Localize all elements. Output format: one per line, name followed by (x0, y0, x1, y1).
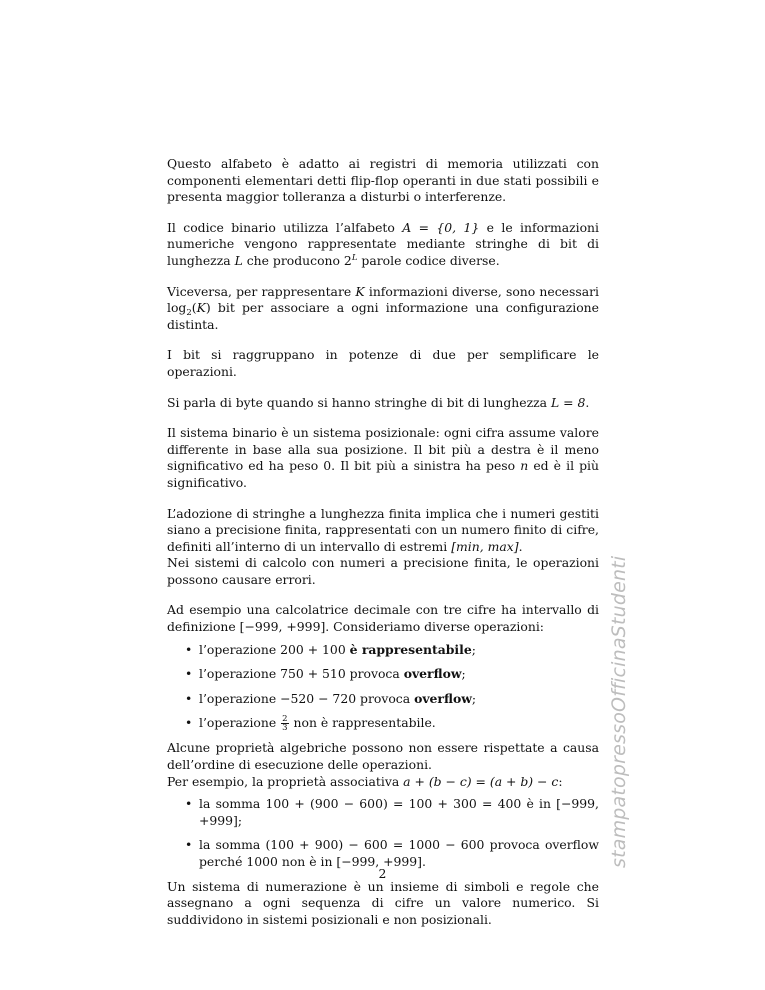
fraction: $\frac{2}{3}$ (282, 714, 288, 734)
list-item: • l’operazione $\frac{2}{3}$ non è rappresentabile. (167, 715, 599, 732)
text: . (518, 538, 523, 554)
math-L-eq-8: L = 8 (550, 394, 586, 410)
list-item: • l’operazione 750 + 510 provoca overflow; (167, 666, 599, 683)
text: informazioni diverse, sono necessari log (167, 283, 600, 316)
text: Il sistema binario è un sistema posizionale: ogni cifra assume valore differente in base alla sua posizione. Il bit più a destra è il meno significativo ed ha peso 0. Il bit più a sinistra ha peso (167, 425, 599, 474)
text: . (585, 394, 590, 410)
text: Questo alfabeto è adatto ai registri di memoria utilizzati con componenti elementari detti flip-flop operanti in due stati possibili e presenta maggior tolleranza a disturbi o interferenze. (167, 156, 599, 205)
math-L: L (234, 252, 243, 268)
paragraph-calculator (167, 602, 599, 635)
text: Un sistema di numerazione è un insieme di simboli e regole che assegnano a ogni sequenza di cifre un valore numerico. Si suddividono in sistemi posizionali e non posizionali. (167, 878, 599, 927)
text: parole codice diverse. (357, 252, 500, 268)
paragraph-errors (167, 555, 599, 588)
watermark-text: stampatopressoOfficinaStudenti (608, 555, 630, 868)
text: ed è il più significativo. (167, 458, 599, 490)
paragraph-numeration-system (167, 879, 599, 929)
text: Alcune proprietà algebriche possono non essere rispettate a causa dell’ordine di esecuzione delle operazioni. (167, 740, 599, 773)
text: : (558, 773, 563, 789)
list-item: • l’operazione −520 − 720 provoca overflow; (167, 691, 599, 708)
math-alphabet: A = {0, 1} (402, 219, 480, 235)
list-item: • la somma 100 + (900 − 600) = 100 + 300 = 400 è in [−999, +999]; (167, 796, 599, 829)
text: I bit si raggruppano in potenze di due per semplificare le operazioni. (167, 347, 599, 379)
text: Per esempio, la proprietà associativa (167, 773, 404, 789)
math-K: K (355, 283, 365, 299)
paragraph-finite-precision (167, 506, 599, 556)
text: Il codice binario utilizza l’alfabeto (167, 219, 403, 235)
paragraph-algebraic-properties (167, 740, 599, 773)
math-n: n (520, 458, 529, 474)
list-item: • la somma (100 + 900) − 600 = 1000 − 600 provoca overflow perché 1000 non è in [−999, +999]. (167, 837, 599, 870)
paragraph-log2 (167, 284, 599, 334)
text: Ad esempio una calcolatrice decimale con tre cifre ha intervallo di definizione [−999, +999]. Consideriamo diverse operazioni: (167, 602, 599, 635)
document-body (167, 156, 599, 942)
text: che producono 2 (242, 252, 352, 268)
paragraph-associative (167, 774, 599, 791)
paragraph-flipflop (167, 156, 599, 206)
paragraph-binary-code (167, 220, 599, 270)
math-subscript: 2 (186, 308, 192, 319)
math-associative: a + (b − c) = (a + b) − c (403, 773, 559, 789)
text: ( (191, 300, 197, 316)
operations-list (167, 642, 599, 733)
text: Viceversa, per rappresentare (167, 283, 356, 299)
text: Si parla di byte quando si hanno stringhe di bit di lunghezza (167, 394, 551, 410)
page-number: 2 (378, 866, 387, 881)
math-interval: [min, max] (451, 538, 519, 554)
text: e le informazioni numeriche vengono rappresentate mediante stringhe di bit di lunghezza (167, 219, 599, 268)
text: ) bit per associare a ogni informazione una configurazione distinta. (167, 300, 599, 332)
paragraph-powers-of-two (167, 347, 599, 380)
paragraph-positional (167, 425, 599, 491)
sums-list (167, 796, 599, 870)
text: L’adozione di stringhe a lunghezza finita implica che i numeri gestiti siano a precisione finita, rappresentati con un numero finito di cifre, definiti all’interno di un intervallo di estremi (167, 505, 599, 554)
math-superscript-L: L (351, 252, 358, 263)
paragraph-byte (167, 395, 599, 412)
math-K: K (196, 300, 206, 316)
text: Nei sistemi di calcolo con numeri a precisione finita, le operazioni possono causare errori. (167, 555, 599, 587)
list-item: • l’operazione 200 + 100 è rappresentabile; (167, 642, 599, 659)
